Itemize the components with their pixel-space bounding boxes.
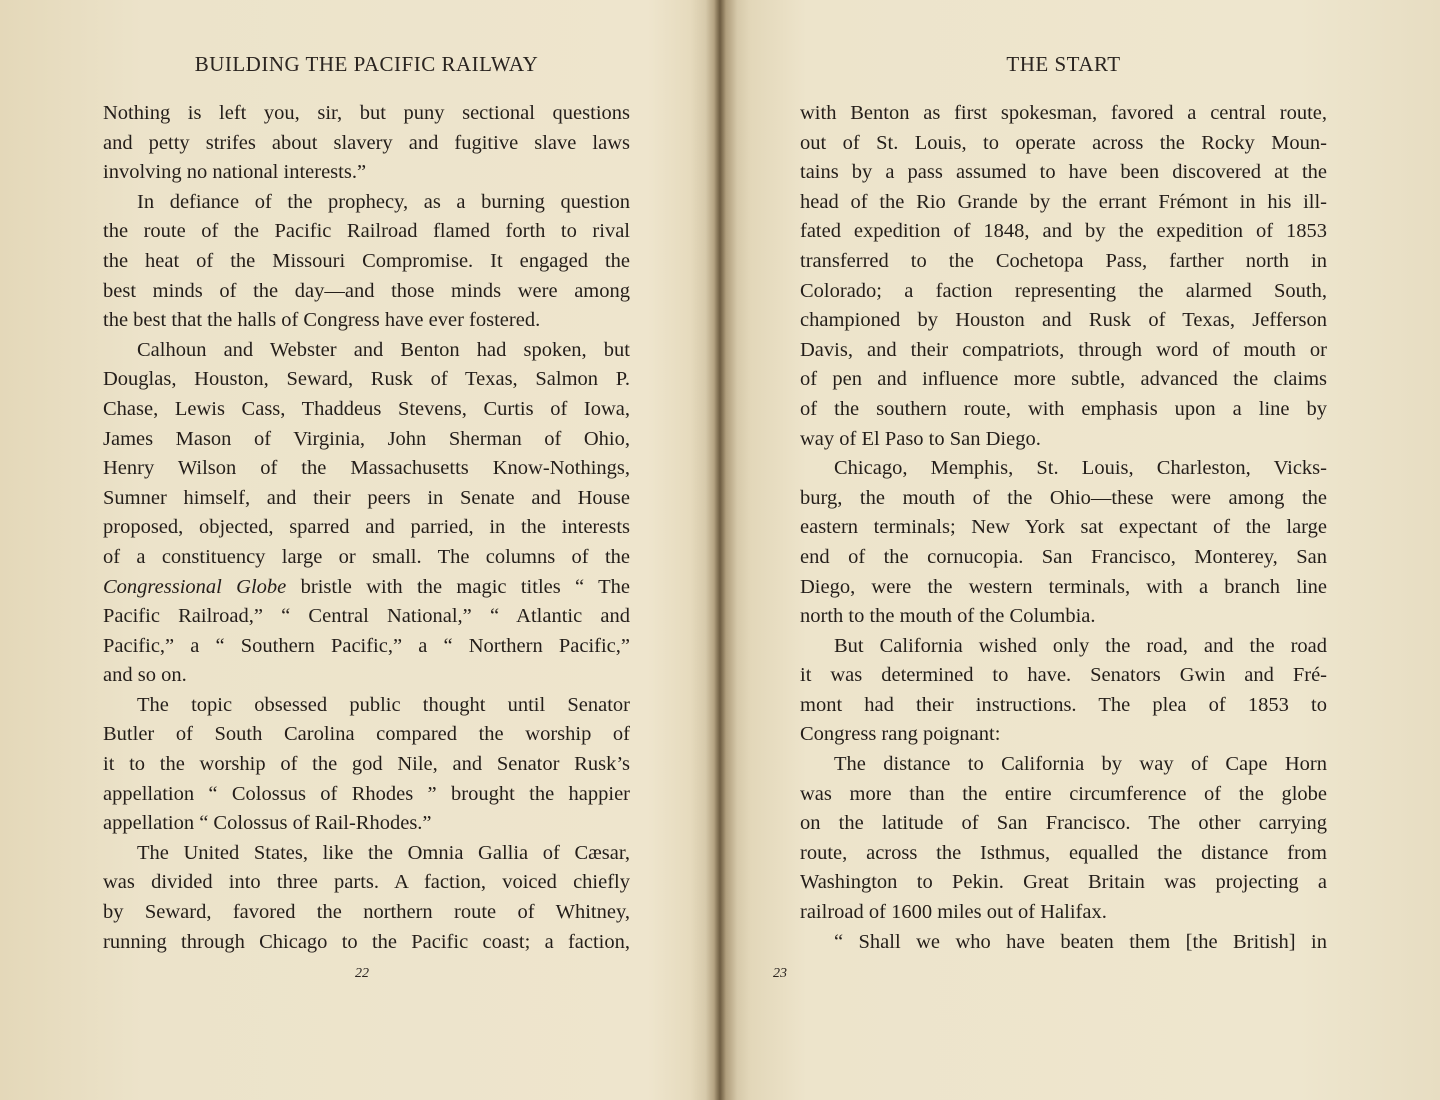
text-line: Chase, Lewis Cass, Thaddeus Stevens, Curtis of Iowa, (103, 397, 630, 420)
text-line: Nothing is left you, sir, but puny sectional questions (103, 102, 630, 124)
text-line: way of El Paso to San Diego. (800, 427, 1041, 450)
text-line: Davis, and their compatriots, through word of mouth or (800, 338, 1327, 361)
text-line: mont had their instructions. The plea of 1853 to (800, 693, 1327, 716)
text-line: transferred to the Cochetopa Pass, farther north in (800, 249, 1327, 272)
text-line: Pacific,” a “ Southern Pacific,” a “ Northern Pacific,” (103, 634, 630, 657)
text-line: Pacific Railroad,” “ Central National,” “ Atlantic and (103, 605, 630, 628)
text-line: Washington to Pekin. Great Britain was projecting a (800, 871, 1327, 894)
text-line: north to the mouth of the Columbia. (800, 605, 1096, 628)
text-line: on the latitude of San Francisco. The other carrying (800, 812, 1327, 835)
text-line: Diego, were the western terminals, with a branch line (800, 575, 1327, 598)
text-line: The United States, like the Omnia Gallia of Cæsar, (137, 841, 630, 864)
text-line: was more than the entire circumference of the globe (800, 782, 1327, 805)
text-line: Henry Wilson of the Massachusetts Know-Nothings, (103, 457, 630, 480)
text-line: route, across the Isthmus, equalled the distance from (800, 841, 1327, 864)
text-line: of the southern route, with emphasis upon a line by (800, 397, 1327, 420)
text-line: of pen and influence more subtle, advanced the claims (800, 368, 1327, 391)
text-line: end of the cornucopia. San Francisco, Monterey, San (800, 545, 1327, 568)
text-line: with Benton as first spokesman, favored a central route, (800, 102, 1327, 124)
left-page-body (103, 99, 630, 957)
text-line: Douglas, Houston, Seward, Rusk of Texas, Salmon P. (103, 368, 630, 391)
text-line: it was determined to have. Senators Gwin and Fré- (800, 664, 1327, 687)
text-line: The topic obsessed public thought until Senator (137, 693, 630, 716)
text-line: championed by Houston and Rusk of Texas, Jefferson (800, 309, 1327, 332)
text-line: of a constituency large or small. The columns of the (103, 545, 630, 568)
text-line: Colorado; a faction representing the alarmed South, (800, 279, 1327, 302)
text-line: proposed, objected, sparred and parried, in the interests (103, 516, 630, 539)
text-line: Congress rang poignant: (800, 723, 1001, 746)
text-line: railroad of 1600 miles out of Halifax. (800, 901, 1107, 924)
right-page-number: 23 (773, 966, 787, 981)
text-line: “ Shall we who have beaten them [the British] in (834, 930, 1327, 953)
text-line: Calhoun and Webster and Benton had spoken, but (137, 338, 630, 361)
text-line: the heat of the Missouri Compromise. It engaged the (103, 249, 630, 272)
left-page-number: 22 (355, 966, 369, 981)
text-line: it to the worship of the god Nile, and Senator Rusk’s (103, 753, 630, 776)
text-line: tains by a pass assumed to have been discovered at the (800, 161, 1327, 184)
text-line: head of the Rio Grande by the errant Frémont in his ill- (800, 190, 1327, 213)
text-line: Sumner himself, and their peers in Senate and House (103, 486, 630, 509)
text-line: In defiance of the prophecy, as a burning question (137, 190, 630, 213)
text-line: burg, the mouth of the Ohio—these were among the (800, 486, 1327, 509)
text-line: fated expedition of 1848, and by the expedition of 1853 (800, 220, 1327, 243)
text-line: Congressional Globe bristle with the magic titles “ The (103, 575, 631, 598)
text-line: involving no national interests.” (103, 161, 367, 184)
text-line: and petty strifes about slavery and fugitive slave laws (103, 131, 630, 154)
text-line: the best that the halls of Congress have ever fostered. (103, 309, 541, 332)
text-line: Chicago, Memphis, St. Louis, Charleston, Vicks- (834, 457, 1327, 480)
text-line: But California wished only the road, and the road (834, 634, 1327, 657)
text-line: best minds of the day—and those minds were among (103, 279, 630, 302)
right-page-body (800, 99, 1327, 957)
text-line: by Seward, favored the northern route of Whitney, (103, 901, 630, 924)
left-running-head: BUILDING THE PACIFIC RAILWAY (194, 52, 539, 76)
text-line: out of St. Louis, to operate across the Rocky Moun- (800, 131, 1327, 154)
text-line: and so on. (103, 664, 187, 687)
text-line: the route of the Pacific Railroad flamed forth to rival (103, 220, 630, 243)
right-running-head: THE START (1006, 52, 1121, 76)
text-line: appellation “ Colossus of Rhodes ” brought the happier (103, 782, 630, 805)
italic-title: Congressional Globe (103, 575, 287, 598)
text-line: Butler of South Carolina compared the worship of (103, 723, 630, 746)
text-line: appellation “ Colossus of Rail-Rhodes.” (103, 812, 432, 835)
text-line: James Mason of Virginia, John Sherman of Ohio, (103, 427, 630, 450)
text-line: eastern terminals; New York sat expectant of the large (800, 516, 1327, 539)
text-line: was divided into three parts. A faction, voiced chiefly (103, 871, 630, 894)
text-line: running through Chicago to the Pacific coast; a faction, (103, 930, 630, 953)
right-page (720, 0, 1440, 1100)
text-line: The distance to California by way of Cape Horn (834, 753, 1327, 776)
